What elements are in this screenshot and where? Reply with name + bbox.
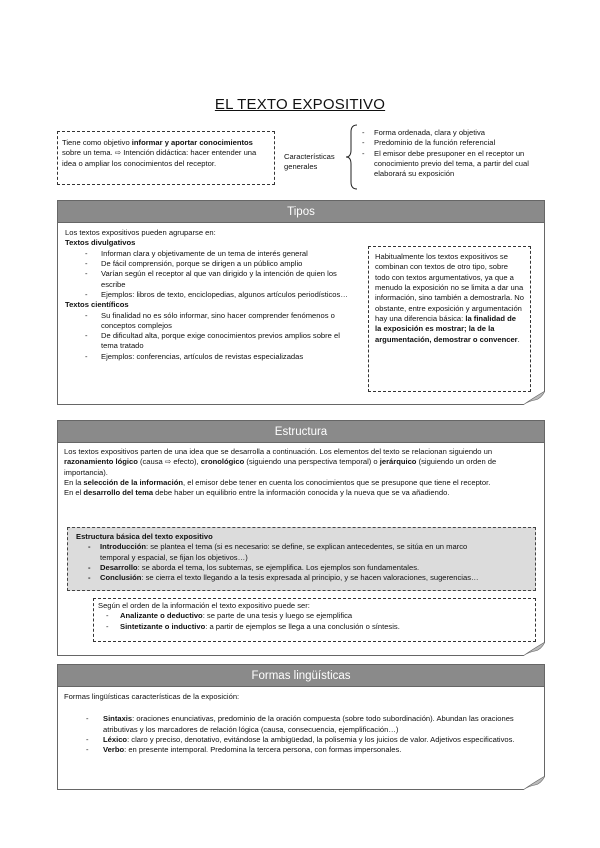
tipos-side-note [368,246,531,392]
estructura-orden-box [93,598,536,642]
text-bold: cronológico [200,457,245,467]
list-item [98,622,531,632]
text-run: efecto), [171,457,201,467]
intro-bold: informar y aportar conocimientos [131,138,253,147]
section-heading-formas: Formas lingüísticas [58,665,544,687]
estructura-paragraph-1 [64,447,538,478]
text-bold: jerárquico [379,457,417,467]
side-note-text: Habitualmente los textos expositivos se combinan con textos de otro tipo, sobre todo con textos argumentativos, ya que a menudo la exposición no se limita a dar una información, sino también a demostrarla. No obstante, entre exposición y argumentación hay una diferencia básica: [375,252,524,323]
list-item [64,745,538,755]
list-item [76,573,527,583]
arrow-icon: ⇨ [114,148,122,158]
arrow-icon: ⇨ [164,457,172,467]
item-label: Sintetizante o inductivo [120,621,206,631]
divulgativos-title: Textos divulgativos [65,238,136,248]
caracteristicas-list [362,128,550,180]
caracteristicas-label [284,152,344,172]
item-label: Sintaxis [103,714,133,724]
estructura-paragraph-2 [64,478,538,488]
section-tipos [57,200,545,405]
text-run: En el [64,488,84,498]
text-bold: selección de la información [83,477,184,487]
list-item [76,553,527,563]
cientificos-title: Textos científicos [65,300,129,310]
item-text: : se plantea el tema (si es necesario: se define, se explican antecedentes, se sitúa en un marco [145,542,468,552]
item-label: Analizante o deductivo [120,611,203,621]
text-run: (siguiendo una perspectiva temporal) o [244,457,380,467]
text-run: (causa [137,457,165,467]
item-text: : se parte de una tesis y luego se ejemplifica [202,611,353,621]
caracteristicas-label-line1: Características [284,152,335,161]
intro-text-2: sobre un tema. [62,148,115,158]
formas-intro: Formas lingüísticas características de la exposición: [64,692,240,701]
cientificos-list [65,311,356,363]
list-item: - De dificultad alta, porque exige conocimientos previos amplios sobre el tema tratado [65,331,356,352]
estructura-basica-title: Estructura básica del texto expositivo [76,532,213,541]
text-run: (siguiendo un orden de importancia). [64,457,497,477]
estructura-paragraph-3 [64,488,538,498]
list-item: - Ejemplos: libros de texto, enciclopedias, algunos artículos periodísticos… [65,290,356,300]
divulgativos-list [65,249,356,301]
side-note-bold: la finalidad de la exposición es mostrar; la de la argumentación, demostrar o convencer [375,313,518,344]
estructura-orden-list [98,611,531,632]
item-text: : se aborda el tema, los subtemas, se ejemplifica. Los ejemplos son fundamentales. [137,562,420,572]
page-curl-icon [523,776,545,790]
list-item: - Informan clara y objetivamente de un tema de interés general [65,249,356,259]
text-bold: razonamiento lógico [64,457,138,467]
item-label: Introducción [100,542,146,552]
item-text: : claro y preciso, denotativo, evitándose la ambigüedad, la polisemia y los juicios de valor. Adjetivos especificativos. [127,734,515,744]
list-item: - Varían según el receptor al que van dirigido y la intención de quien los escribe [65,269,356,290]
item-text: : en presente intemporal. Predomina la tercera persona, con formas impersonales. [124,745,402,755]
intro-box [57,131,275,185]
list-item: - Predominio de la función referencial [362,138,550,148]
text-run: , el emisor debe tener en cuenta los conocimientos que se presupone que tiene el receptor. [183,477,491,487]
list-item [76,542,527,552]
list-item [64,714,538,735]
item-text: temporal y espacial, se fijan los objetivos…) [100,552,248,562]
item-text: : oraciones enunciativas, predominio de la oración compuesta (sobre todo subordinación). Abundan las oraciones atributivas y los marcadores de relación lógica (causa, consecuencia, ejemplificación…) [103,714,514,734]
list-item [64,735,538,745]
text-run: En la [64,477,84,487]
list-item: - De fácil comprensión, porque se dirigen a un público amplio [65,259,356,269]
page-title: EL TEXTO EXPOSITIVO [214,96,386,113]
caracteristicas-label-line2: generales [284,161,318,171]
intro-text-1: Tiene como objetivo [62,138,132,147]
tipos-intro: Los textos expositivos pueden agruparse en: [65,228,216,237]
estructura-orden-intro: Según el orden de la información el texto expositivo puede ser: [98,601,310,610]
estructura-basica-list [76,542,527,583]
item-text: : se cierra el texto llegando a la tesis expresada al principio, y se hacen valoraciones, sugerencias… [141,573,479,583]
section-formas [57,664,545,790]
list-item [98,611,531,621]
intro-text-3: Intención didáctica: hacer entender una idea o ampliar los conocimientos del receptor. [62,148,257,168]
item-text: : a partir de ejemplos se llega a una conclusión o síntesis. [205,621,400,631]
side-note-end: . [517,334,520,344]
brace-icon [345,124,359,190]
item-label: Desarrollo [100,562,138,572]
list-item: - Ejemplos: conferencias, artículos de revistas especializadas [65,352,356,362]
text-run: Los textos expositivos parten de una idea que se desarrolla a continuación. Los elementos del texto se relacionan siguiendo un [64,447,493,456]
page-curl-icon [523,642,545,656]
text-bold: desarrollo del tema [83,488,154,498]
item-label: Conclusión [100,573,142,583]
formas-list [64,714,538,755]
list-item: - El emisor debe presuponer en el receptor un conocimiento previo del tema, a partir del cual elaborará su exposición [362,149,550,180]
section-heading-tipos: Tipos [58,201,544,223]
section-heading-estructura: Estructura [58,421,544,443]
list-item: - Forma ordenada, clara y objetiva [362,128,550,138]
item-label: Léxico [103,734,128,744]
estructura-basica-box [67,527,536,591]
page-curl-icon [523,391,545,405]
list-item: - Su finalidad no es sólo informar, sino hacer comprender fenómenos o conceptos complejos [65,311,356,332]
text-run: debe haber un equilibrio entre la información conocida y la nueva que se va añadiendo. [153,488,450,498]
list-item [76,563,527,573]
section-estructura [57,420,545,656]
item-label: Verbo [103,745,125,755]
